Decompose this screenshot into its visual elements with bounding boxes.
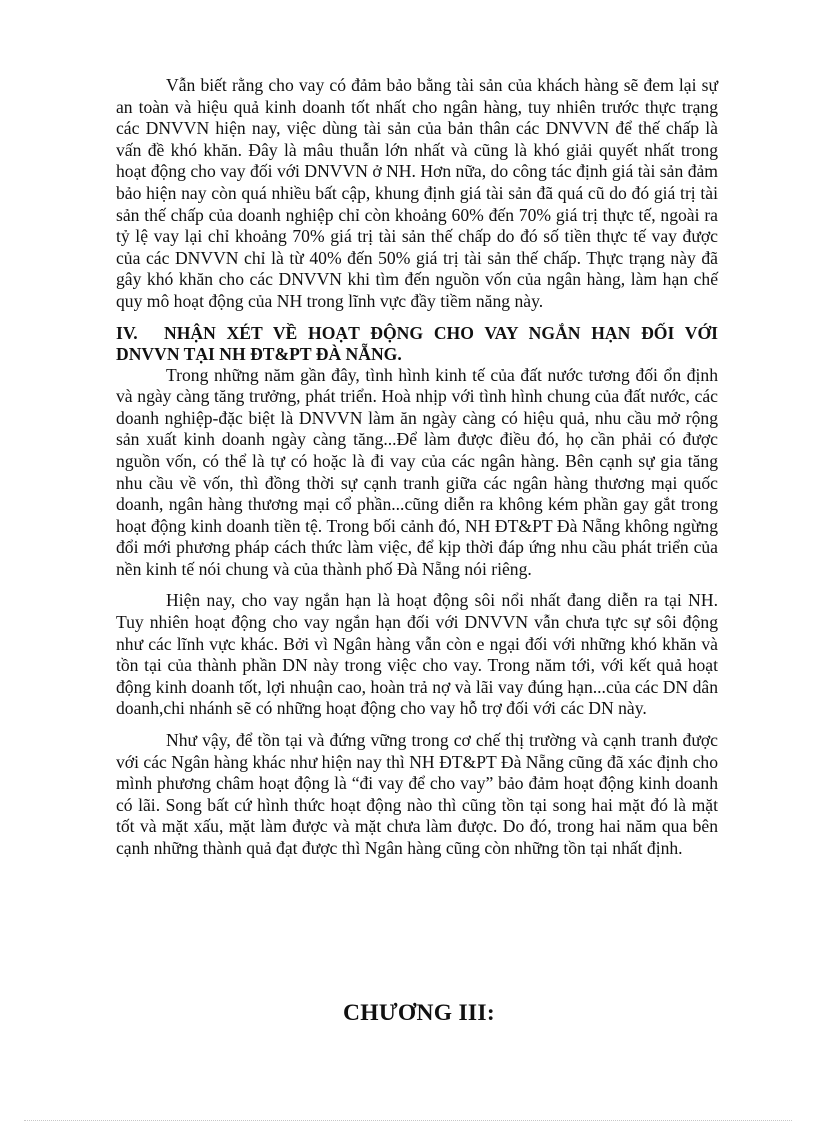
document-body <box>116 75 718 870</box>
paragraph-collateral: Vẫn biết rằng cho vay có đảm bảo bằng tài sản của khách hàng sẽ đem lại sự an toàn và hiệu quả kinh doanh tốt nhất cho ngân hàng, tuy nhiên trước thực trạng các DNVVN hiện nay, việc dùng tài sản của bản thân các DNVVN để thế chấp là vấn đề khó khăn. Đây là mâu thuẫn lớn nhất và cũng là khó giải quyết nhất trong hoạt động cho vay đối với DNVVN ở NH. Hơn nữa, do công tác định giá tài sản đảm bảo hiện nay còn quá nhiều bất cập, khung định giá tài sản đã quá cũ do đó giá trị tài sản thế chấp của doanh nghiệp chỉ còn khoảng 60% đến 70% giá trị thực tế, ngoài ra tỷ lệ vay lại chỉ khoảng 70% giá trị tài sản thế chấp do đó số tiền thực tế vay được của các DNVVN chỉ là từ 40% đến 50% giá trị tài sản thế chấp. Thực trạng này đã gây khó khăn cho các DNVVN khi tìm đến nguồn vốn của ngân hàng, làm hạn chế quy mô hoạt động của NH trong lĩnh vực đầy tiềm năng này. <box>116 75 718 311</box>
chapter-title: CHƯƠNG III: <box>343 1000 495 1026</box>
section-heading <box>116 323 718 365</box>
page-bottom-divider <box>24 1120 792 1121</box>
section-title: NHẬN XÉT VỀ HOẠT ĐỘNG CHO VAY NGẮN HẠN ĐỐI VỚI DNVVN TẠI NH ĐT&PT ĐÀ NẴNG. <box>116 322 718 364</box>
section-number: IV. <box>116 322 138 343</box>
paragraph-short-term-lending: Hiện nay, cho vay ngắn hạn là hoạt động sôi nổi nhất đang diễn ra tại NH. Tuy nhiên hoạt động cho vay ngắn hạn đối với DNVVN vẫn chưa tực sự sôi động như các lĩnh vực khác. Bởi vì Ngân hàng vẫn còn e ngại đối với những khó khăn và tồn tại của thành phần DN này trong việc cho vay. Trong năm tới, với kết quả hoạt động kinh doanh tốt, lợi nhuận cao, hoàn trả nợ và lãi vay đúng hạn...của các DN dân doanh,chi nhánh sẽ có những hoạt động cho vay hỗ trợ đối với các DN này. <box>116 590 718 719</box>
paragraph-economic-context: Trong những năm gần đây, tình hình kinh tế của đất nước tương đối ổn định và ngày càng tăng trưởng, phát triển. Hoà nhịp với tình hình chung của đất nước, các doanh nghiệp-đặc biệt là DNVVN làm ăn ngày càng có hiệu quả, nhu cầu mở rộng sản xuất kinh doanh ngày càng tăng...Để làm được điều đó, họ cần phải có được nguồn vốn, có thể là tự có hoặc là đi vay của các ngân hàng. Bên cạnh sự gia tăng nhu cầu về vốn, thì đồng thời sự cạnh tranh giữa các ngân hàng thương mại quốc doanh, ngân hàng thương mại cổ phần...cũng diễn ra không kém phần gay gắt trong hoạt động kinh doanh tiền tệ. Trong bối cảnh đó, NH ĐT&PT Đà Nẵng không ngừng đổi mới phương pháp cách thức làm việc, để kịp thời đáp ứng nhu cầu phát triển của nền kinh tế nói chung và của thành phố Đà Nẵng nói riêng. <box>116 364 718 579</box>
paragraph-conclusion: Như vậy, để tồn tại và đứng vững trong cơ chế thị trường và cạnh tranh được với các Ngân hàng khác như hiện nay thì NH ĐT&PT Đà Nẵng cũng đã xác định cho mình phương châm hoạt động là “đi vay để cho vay” bảo đảm hoạt động kinh doanh có lãi. Song bất cứ hình thức hoạt động nào thì cũng tồn tại song hai mặt đó là mặt tốt và mặt xấu, mặt làm được và mặt chưa làm được. Do đó, trong hai năm qua bên cạnh những thành quả đạt được thì Ngân hàng cũng còn những tồn tại nhất định. <box>116 730 718 858</box>
